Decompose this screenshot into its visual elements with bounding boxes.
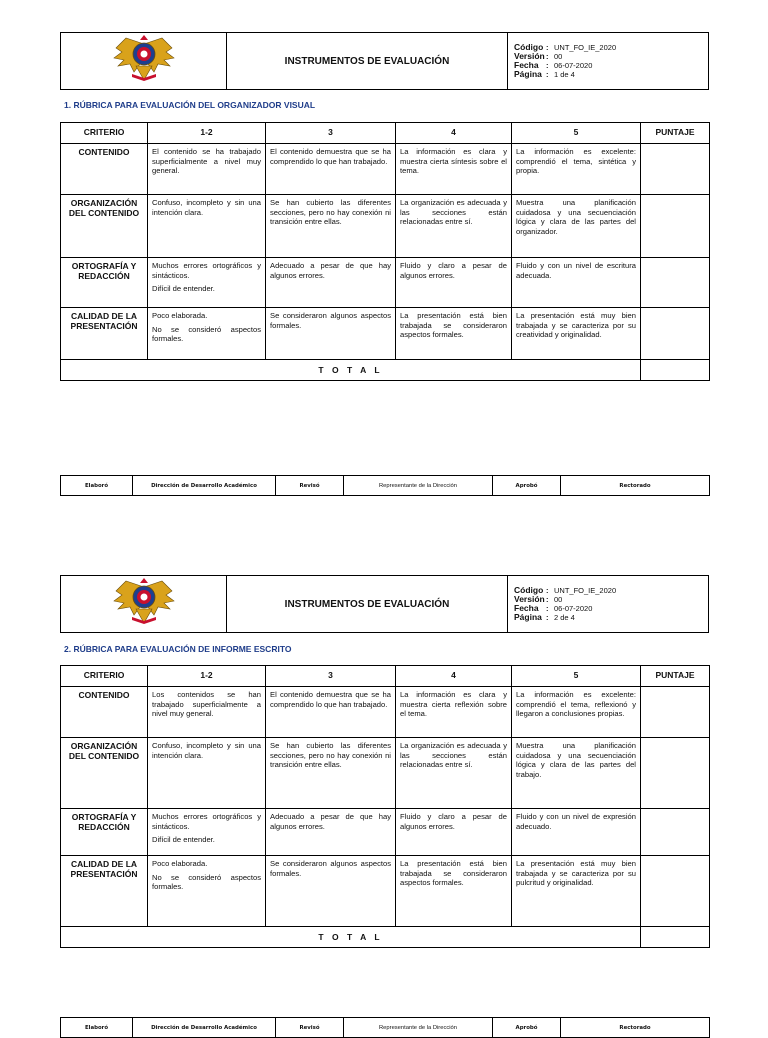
elaboro-label: Elaboró <box>61 1018 133 1038</box>
descriptor-text: Confuso, incompleto y sin una intención clara. <box>152 198 261 217</box>
pagina-label: Página <box>514 612 542 622</box>
table-row <box>61 144 710 195</box>
col-puntaje: PUNTAJE <box>641 666 710 687</box>
descriptor-cell-c3 <box>266 308 396 360</box>
puntaje-cell[interactable] <box>641 809 710 856</box>
codigo-label: Código <box>514 585 544 595</box>
colon: : <box>546 52 549 61</box>
reviso-value: Representante de la Dirección <box>344 476 493 496</box>
elaboro-value: Dirección de Desarrollo Académico <box>133 1018 276 1038</box>
descriptor-cell-c4 <box>396 195 512 258</box>
rubric-table-1 <box>60 122 709 381</box>
descriptor-cell-c3 <box>266 144 396 195</box>
university-logo <box>61 33 227 90</box>
criterio-cell: ORGANIZACIÓN DEL CONTENIDO <box>61 738 148 809</box>
document-header-2 <box>60 575 709 633</box>
col-puntaje: PUNTAJE <box>641 123 710 144</box>
rubric-table-2 <box>60 665 709 948</box>
table-row <box>61 856 710 927</box>
puntaje-cell[interactable] <box>641 738 710 809</box>
puntaje-cell[interactable] <box>641 687 710 738</box>
reviso-label: Revisó <box>276 476 344 496</box>
table-row <box>61 258 710 308</box>
descriptor-text: Muchos errores ortográficos y sintácticos. <box>152 261 261 280</box>
descriptor-text: El contenido se ha trabajado superficialmente a nivel muy general. <box>152 147 261 176</box>
col-1-2: 1-2 <box>148 666 266 687</box>
descriptor-text: Fluido y claro a pesar de algunos errores. <box>400 261 507 280</box>
descriptor-cell-c4 <box>396 308 512 360</box>
colon: : <box>546 595 549 604</box>
descriptor-text: Difícil de entender. <box>152 284 215 294</box>
codigo-value: UNT_FO_IE_2020 <box>554 43 617 52</box>
reviso-value: Representante de la Dirección <box>344 1018 493 1038</box>
descriptor-cell-c4 <box>396 687 512 738</box>
total-score-cell[interactable] <box>641 360 710 381</box>
table-row <box>61 195 710 258</box>
fecha-label: Fecha <box>514 60 539 70</box>
descriptor-text: Adecuado a pesar de que hay algunos errores. <box>270 812 391 831</box>
criterio-cell: CALIDAD DE LA PRESENTACIÓN <box>61 308 148 360</box>
elaboro-value: Dirección de Desarrollo Académico <box>133 476 276 496</box>
colon: : <box>546 70 549 79</box>
descriptor-text: Adecuado a pesar de que hay algunos errores. <box>270 261 391 280</box>
col-4: 4 <box>396 666 512 687</box>
col-criterio: CRITERIO <box>61 666 148 687</box>
descriptor-text: La presentación está bien trabajada se consideraron aspectos formales. <box>400 859 507 888</box>
fecha-value: 06-07-2020 <box>554 61 593 70</box>
puntaje-cell[interactable] <box>641 308 710 360</box>
col-criterio: CRITERIO <box>61 123 148 144</box>
criterio-cell: ORTOGRAFÍA Y REDACCIÓN <box>61 258 148 308</box>
descriptor-text: Se han cubierto las diferentes secciones, pero no hay conexión ni transición entre ellas. <box>270 198 391 227</box>
descriptor-cell-c4 <box>396 258 512 308</box>
descriptor-text: La información es excelente: comprendió el tema, sintética y propia. <box>516 147 636 176</box>
codigo-label: Código <box>514 42 544 52</box>
version-label: Versión <box>514 594 545 604</box>
colon: : <box>546 61 549 70</box>
col-5: 5 <box>512 123 641 144</box>
table-row <box>61 687 710 738</box>
document-title: INSTRUMENTOS DE EVALUACIÓN <box>227 33 508 90</box>
table-row <box>61 809 710 856</box>
descriptor-text: La presentación está bien trabajada se consideraron aspectos formales. <box>400 311 507 340</box>
pagina-value: 2 de 4 <box>554 613 575 622</box>
elaboro-label: Elaboró <box>61 476 133 496</box>
descriptor-cell-c3 <box>266 258 396 308</box>
descriptor-cell-c12 <box>148 687 266 738</box>
descriptor-cell-c4 <box>396 738 512 809</box>
descriptor-text: Poco elaborada. <box>152 311 208 320</box>
descriptor-text: La organización es adecuada y las secciones están relacionadas entre sí. <box>400 198 507 227</box>
eagle-crest-icon <box>112 34 176 84</box>
descriptor-text: Poco elaborada. <box>152 859 208 868</box>
header-row <box>61 123 710 144</box>
descriptor-cell-c12 <box>148 856 266 927</box>
descriptor-cell-c5 <box>512 687 641 738</box>
descriptor-cell-c12 <box>148 195 266 258</box>
colon: : <box>546 43 549 52</box>
aprobo-label: Aprobó <box>493 1018 561 1038</box>
descriptor-cell-c5 <box>512 809 641 856</box>
descriptor-text: Muchos errores ortográficos y sintácticos. <box>152 812 261 831</box>
descriptor-text: La presentación está muy bien trabajada y se caracteriza por su creatividad y originalidad. <box>516 311 636 340</box>
section-heading: 2. RÚBRICA PARA EVALUACIÓN DE INFORME ESCRITO <box>64 644 292 654</box>
descriptor-text: La información es excelente: comprendió el tema, reflexionó y llegaron a conclusiones propias. <box>516 690 636 719</box>
pagina-label: Página <box>514 69 542 79</box>
fecha-label: Fecha <box>514 603 539 613</box>
descriptor-text: Se consideraron algunos aspectos formales. <box>270 859 391 878</box>
document-meta <box>508 576 709 633</box>
total-label: T O T A L <box>61 927 641 948</box>
descriptor-text: Muestra una planificación cuidadosa y una secuenciación lógica y clara de las partes del trabajo. <box>516 741 636 779</box>
col-3: 3 <box>266 666 396 687</box>
descriptor-text: Muestra una planificación cuidadosa y una secuenciación lógica y clara de las partes del organizador. <box>516 198 636 236</box>
table-row <box>61 738 710 809</box>
header-row <box>61 666 710 687</box>
reviso-label: Revisó <box>276 1018 344 1038</box>
descriptor-text: La información es clara y muestra cierta síntesis sobre el tema. <box>400 147 507 176</box>
descriptor-text: Se consideraron algunos aspectos formales. <box>270 311 391 330</box>
descriptor-cell-c5 <box>512 308 641 360</box>
version-value: 00 <box>554 595 563 604</box>
descriptor-cell-c4 <box>396 856 512 927</box>
fecha-value: 06-07-2020 <box>554 604 593 613</box>
descriptor-text: Los contenidos se han trabajado superficialmente a nivel muy general. <box>152 690 261 719</box>
descriptor-cell-c4 <box>396 144 512 195</box>
aprobo-value: Rectorado <box>561 1018 710 1038</box>
document-header-1 <box>60 32 709 90</box>
descriptor-cell-c12 <box>148 308 266 360</box>
descriptor-text: El contenido demuestra que se ha comprendido lo que han trabajado. <box>270 690 391 709</box>
descriptor-text: La información es clara y muestra cierta reflexión sobre el tema. <box>400 690 507 719</box>
document-meta <box>508 33 709 90</box>
descriptor-cell-c5 <box>512 144 641 195</box>
descriptor-cell-c12 <box>148 809 266 856</box>
criterio-cell: ORTOGRAFÍA Y REDACCIÓN <box>61 809 148 856</box>
university-logo <box>61 576 227 633</box>
descriptor-text: Se han cubierto las diferentes secciones, pero no hay conexión ni transición entre ellas. <box>270 741 391 770</box>
signature-footer-2 <box>60 1017 709 1038</box>
descriptor-text: No se consideró aspectos formales. <box>152 872 261 892</box>
table-row <box>61 308 710 360</box>
descriptor-cell-c5 <box>512 195 641 258</box>
descriptor-text: Fluido y con un nivel de expresión adecuado. <box>516 812 636 831</box>
descriptor-cell-c12 <box>148 258 266 308</box>
section-heading: 1. RÚBRICA PARA EVALUACIÓN DEL ORGANIZADOR VISUAL <box>64 100 316 110</box>
descriptor-text: Fluido y claro a pesar de algunos errores. <box>400 812 507 831</box>
descriptor-text: Difícil de entender. <box>152 835 215 845</box>
criterio-cell: CONTENIDO <box>61 144 148 195</box>
descriptor-cell-c3 <box>266 809 396 856</box>
descriptor-cell-c4 <box>396 809 512 856</box>
total-row <box>61 360 710 381</box>
descriptor-text: La organización es adecuada y las secciones están relacionadas entre sí. <box>400 741 507 770</box>
descriptor-cell-c3 <box>266 687 396 738</box>
puntaje-cell[interactable] <box>641 144 710 195</box>
descriptor-cell-c12 <box>148 738 266 809</box>
descriptor-text: Confuso, incompleto y sin una intención clara. <box>152 741 261 760</box>
descriptor-text: El contenido demuestra que se ha comprendido lo que han trabajado. <box>270 147 391 166</box>
descriptor-cell-c3 <box>266 738 396 809</box>
codigo-value: UNT_FO_IE_2020 <box>554 586 617 595</box>
col-3: 3 <box>266 123 396 144</box>
colon: : <box>546 613 549 622</box>
descriptor-text: La presentación está muy bien trabajada y se caracteriza por su pulcritud y originalidad. <box>516 859 636 888</box>
descriptor-cell-c3 <box>266 856 396 927</box>
colon: : <box>546 604 549 613</box>
aprobo-label: Aprobó <box>493 476 561 496</box>
descriptor-cell-c3 <box>266 195 396 258</box>
total-score-cell[interactable] <box>641 927 710 948</box>
descriptor-cell-c5 <box>512 738 641 809</box>
document-title: INSTRUMENTOS DE EVALUACIÓN <box>227 576 508 633</box>
criterio-cell: CONTENIDO <box>61 687 148 738</box>
criterio-cell: CALIDAD DE LA PRESENTACIÓN <box>61 856 148 927</box>
puntaje-cell[interactable] <box>641 258 710 308</box>
total-label: T O T A L <box>61 360 641 381</box>
descriptor-cell-c5 <box>512 856 641 927</box>
colon: : <box>546 586 549 595</box>
version-value: 00 <box>554 52 563 61</box>
puntaje-cell[interactable] <box>641 195 710 258</box>
criterio-cell: ORGANIZACIÓN DEL CONTENIDO <box>61 195 148 258</box>
total-row <box>61 927 710 948</box>
descriptor-text: No se consideró aspectos formales. <box>152 324 261 344</box>
puntaje-cell[interactable] <box>641 856 710 927</box>
col-4: 4 <box>396 123 512 144</box>
signature-footer-1 <box>60 475 709 496</box>
eagle-crest-icon <box>112 577 176 627</box>
descriptor-cell-c12 <box>148 144 266 195</box>
descriptor-text: Fluido y con un nivel de escritura adecuada. <box>516 261 636 280</box>
aprobo-value: Rectorado <box>561 476 710 496</box>
version-label: Versión <box>514 51 545 61</box>
col-5: 5 <box>512 666 641 687</box>
pagina-value: 1 de 4 <box>554 70 575 79</box>
descriptor-cell-c5 <box>512 258 641 308</box>
col-1-2: 1-2 <box>148 123 266 144</box>
